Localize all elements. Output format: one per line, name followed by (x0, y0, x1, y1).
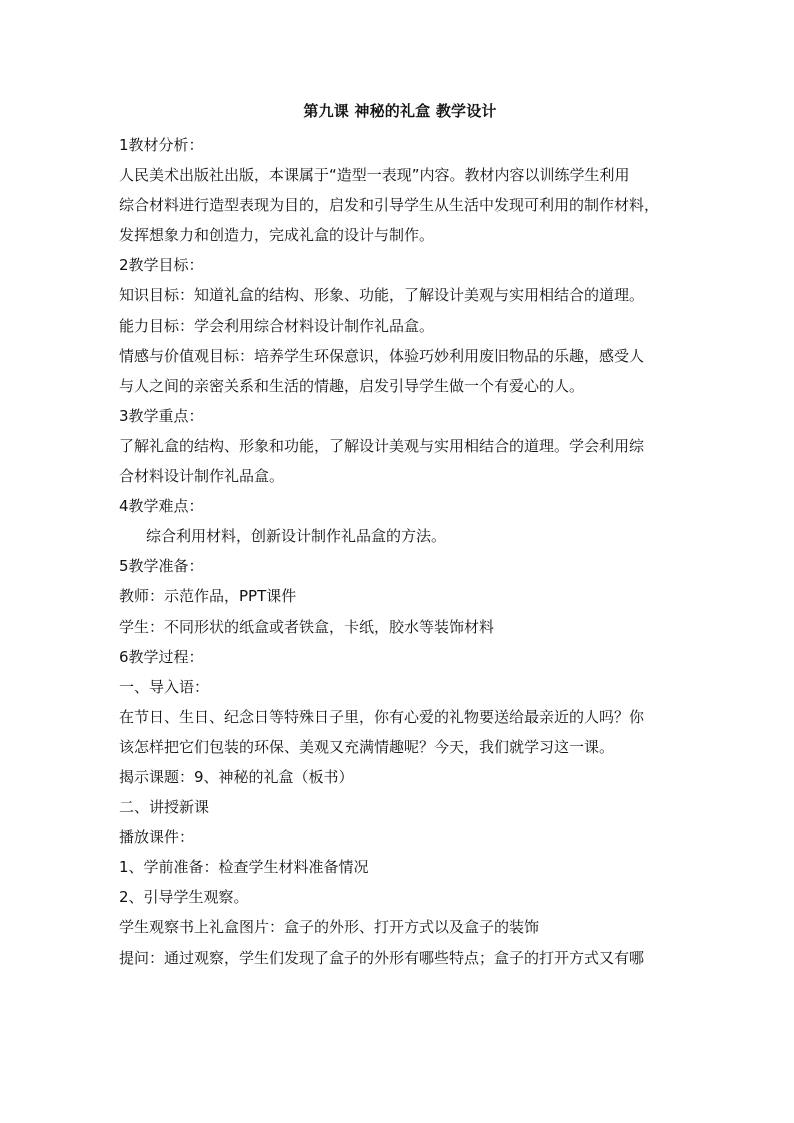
subsection-heading-new-lesson: 二、讲授新课 (119, 798, 210, 817)
paragraph-line: 综合利用材料，创新设计制作礼品盒的方法。 (146, 527, 447, 546)
section-heading-teaching-material-analysis: 1教材分析： (119, 136, 204, 154)
section-heading-teaching-objectives: 2教学目标： (119, 256, 204, 275)
paragraph-line: 播放课件： (119, 828, 195, 847)
paragraph-line: 综合材料进行造型表现为目的，启发和引导学生从生活中发现可利用的制作材料， (119, 196, 660, 215)
document-body (119, 99, 681, 973)
paragraph-line: 能力目标：学会利用综合材料设计制作礼品盒。 (119, 316, 435, 335)
paragraph-line: 知识目标：知道礼盒的结构、形象、功能，了解设计美观与实用相结合的道理。 (119, 286, 645, 305)
paragraph-line: 提问：通过观察，学生们发现了盒子的外形有哪些特点；盒子的打开方式又有哪 (119, 948, 645, 967)
paragraph-line: 发挥想象力和创造力，完成礼盒的设计与制作。 (119, 226, 435, 245)
paragraph-line: 人民美术出版社出版，本课属于“造型一表现”内容。教材内容以训练学生利用 (119, 166, 630, 185)
paragraph-line: 学生观察书上礼盒图片：盒子的外形、打开方式以及盒子的装饰 (119, 918, 540, 937)
subsection-heading-introduction: 一、导入语： (119, 677, 210, 696)
paragraph-line: 情感与价值观目标：培养学生环保意识，体验巧妙利用废旧物品的乐趣，感受人 (119, 346, 645, 365)
section-heading-preparation: 5教学准备： (119, 557, 204, 576)
paragraph-line: 2、引导学生观察。 (119, 888, 249, 907)
paragraph-line: 学生：不同形状的纸盒或者铁盒，卡纸，胶水等装饰材料 (119, 617, 495, 636)
paragraph-line: 揭示课题：9、神秘的礼盒（板书） (119, 767, 354, 786)
paragraph-line: 该怎样把它们包装的环保、美观又充满情趣呢？今天，我们就学习这一课。 (119, 737, 615, 756)
paragraph-line: 在节日、生日、纪念日等特殊日子里，你有心爱的礼物要送给最亲近的人吗？你 (119, 707, 645, 726)
paragraph-line: 了解礼盒的结构、形象和功能，了解设计美观与实用相结合的道理。学会利用综 (119, 436, 645, 455)
section-heading-difficulties: 4教学难点： (119, 497, 204, 516)
section-heading-key-points: 3教学重点： (119, 406, 204, 425)
document-title: 第九课 神秘的礼盒 教学设计 (303, 102, 497, 120)
paragraph-line: 合材料设计制作礼品盒。 (119, 467, 285, 486)
paragraph-line: 与人之间的亲密关系和生活的情趣，启发引导学生做一个有爱心的人。 (119, 376, 585, 395)
section-heading-teaching-process: 6教学过程： (119, 647, 204, 666)
paragraph-line: 1、学前准备：检查学生材料准备情况 (119, 858, 369, 877)
paragraph-line: 教师：示范作品，PPT课件 (119, 587, 297, 606)
